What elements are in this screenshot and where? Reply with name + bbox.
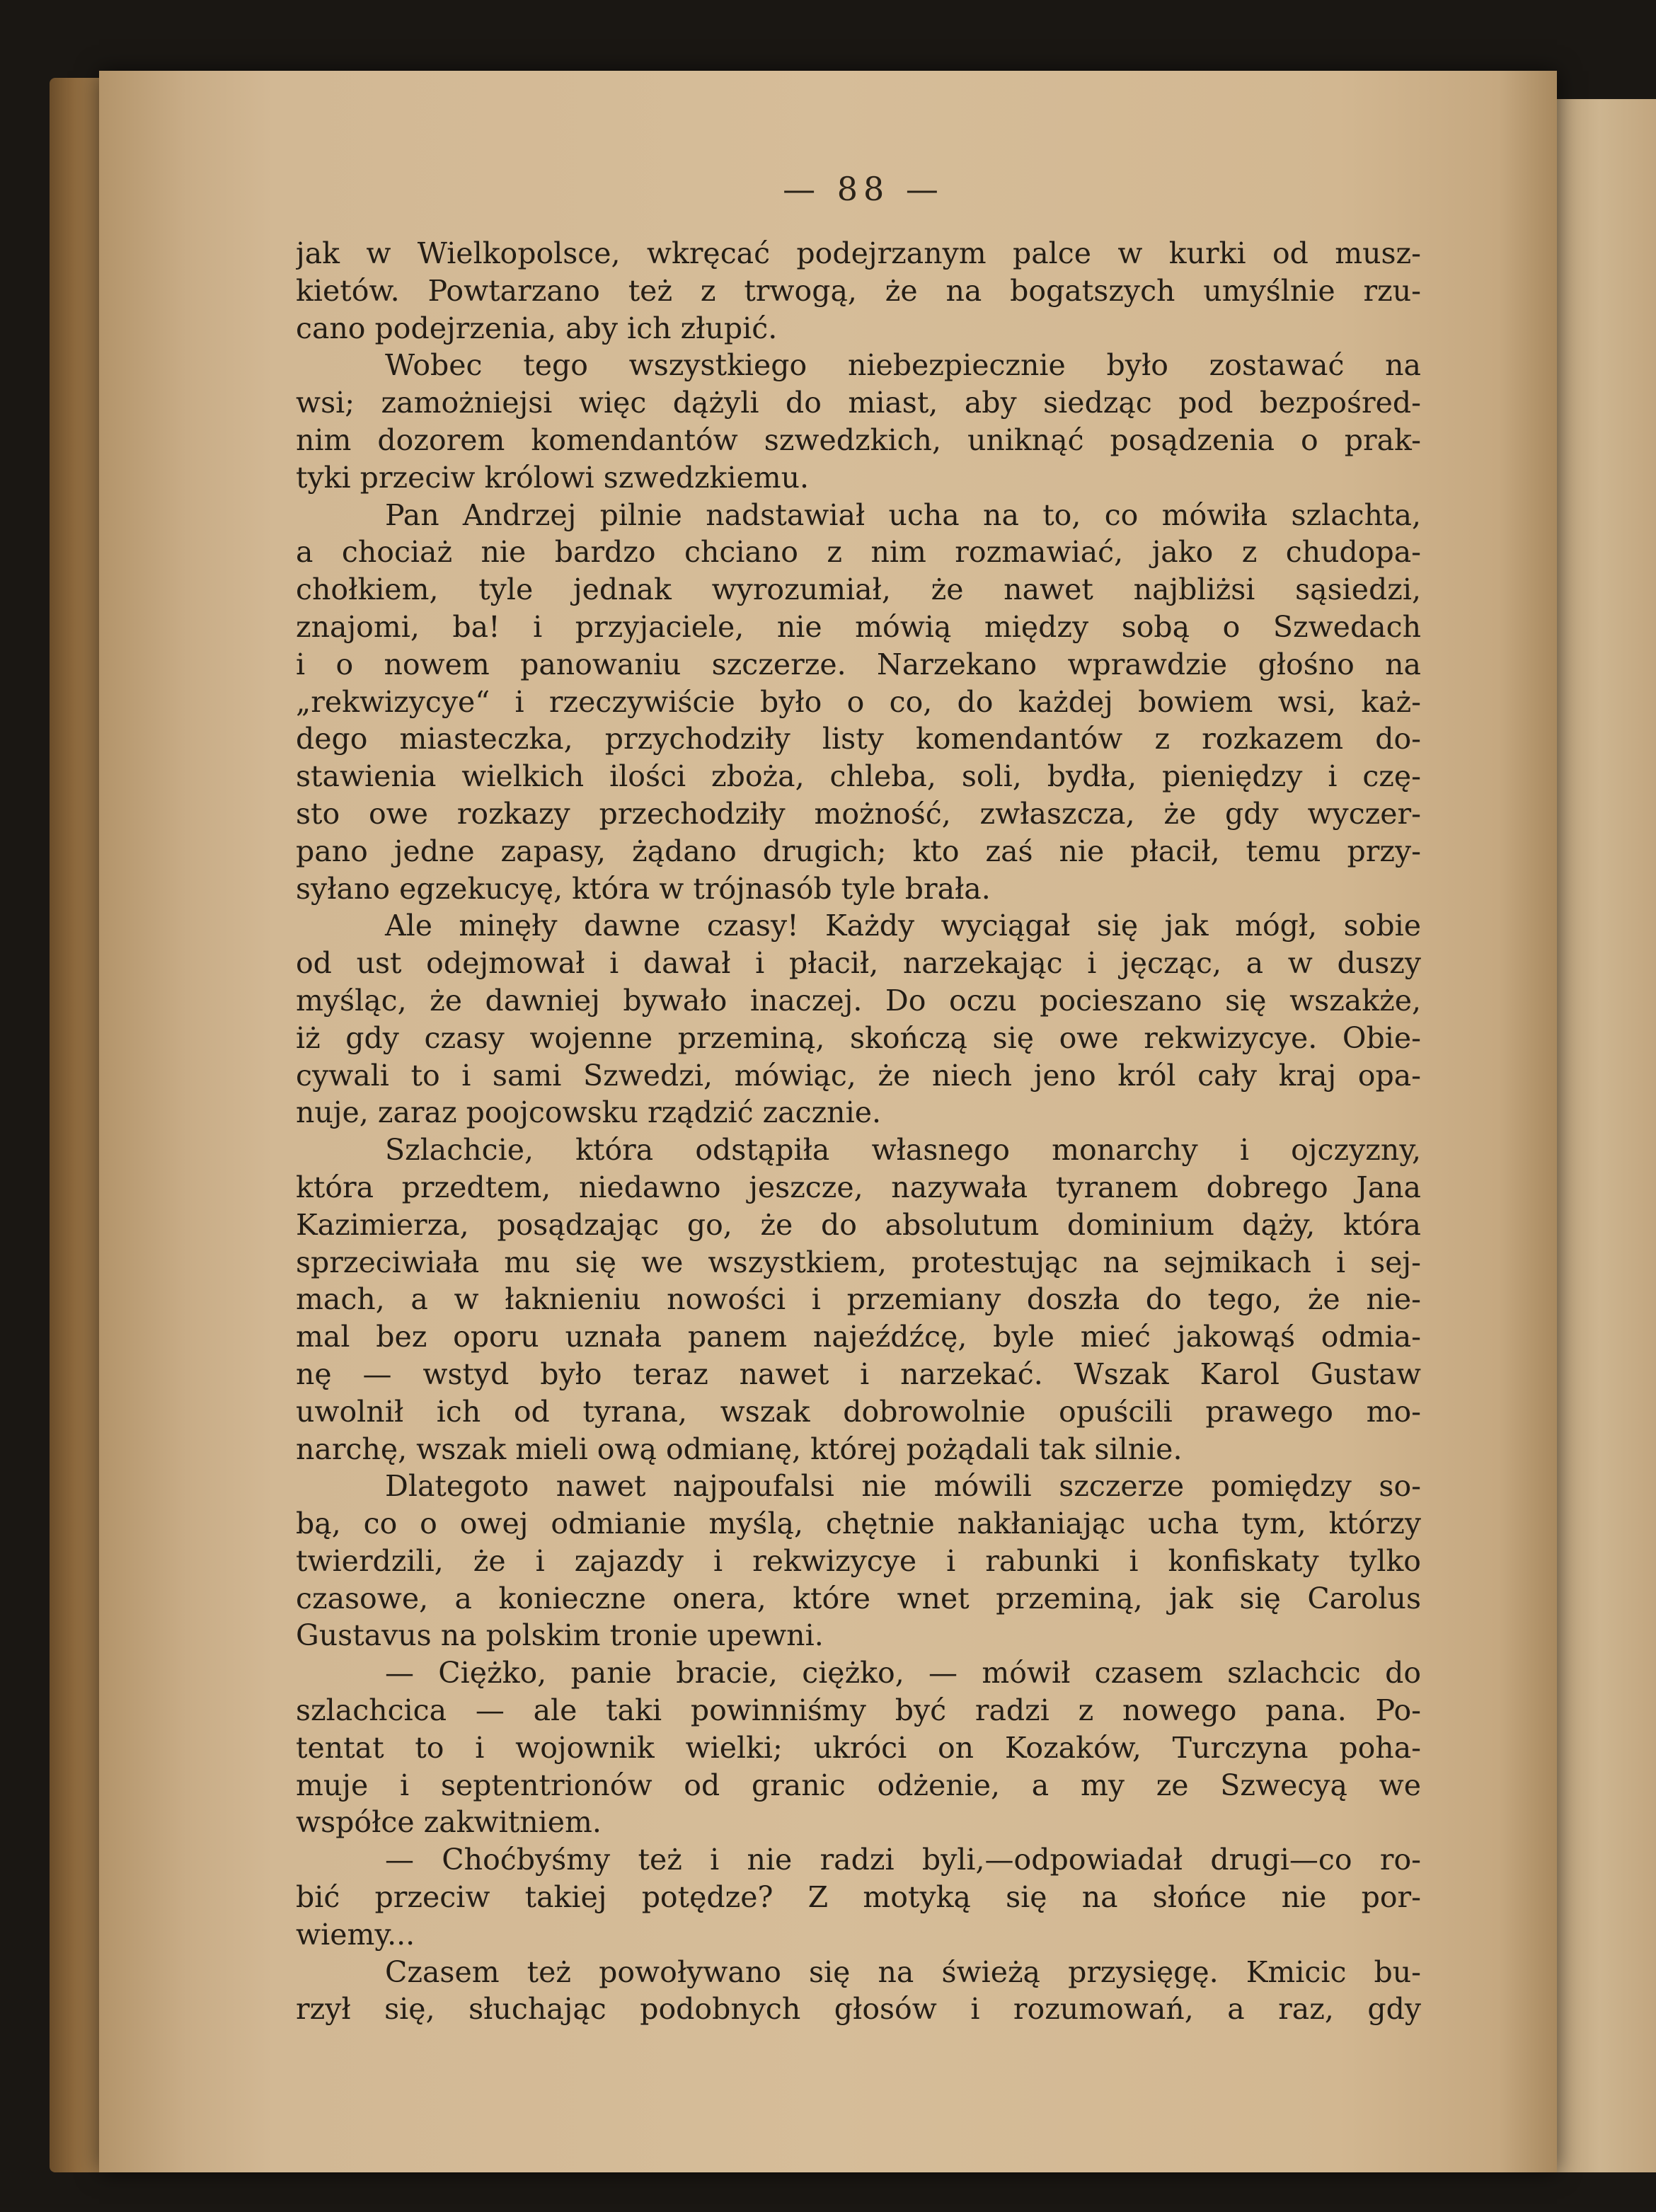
text-line: cywali to i sami Szwedzi, mówiąc, że niech jeno król cały kraj opa- <box>296 1058 1421 1093</box>
text-line: współce zakwitniem. <box>296 1805 602 1840</box>
text-line: chołkiem, tyle jednak wyrozumiał, że nawet najbliżsi sąsiedzi, <box>296 572 1421 607</box>
text-line: rzył się, słuchając podobnych głosów i rozumowań, a raz, gdy <box>296 1992 1421 2027</box>
text-line: bą, co o owej odmianie myślą, chętnie nakłaniając ucha tym, którzy <box>296 1507 1421 1541</box>
text-line: wiemy... <box>296 1917 415 1952</box>
text-line: i o nowem panowaniu szczerze. Narzekano wprawdzie głośno na <box>296 647 1421 681</box>
text-line: czasowe, a konieczne onera, które wnet przeminą, jak się Carolus <box>296 1581 1421 1615</box>
text-line: — Choćbyśmy też i nie radzi byli,—odpowiadał drugi—co ro- <box>385 1843 1421 1877</box>
text-line: sto owe rozkazy przechodziły możność, zwłaszcza, że gdy wyczer- <box>296 796 1421 831</box>
text-line: tyki przeciw królowi szwedzkiemu. <box>296 460 810 495</box>
text-line: Szlachcie, która odstąpiła własnego monarchy i ojczyzny, <box>385 1133 1421 1168</box>
text-line: kietów. Powtarzano też z trwogą, że na bogatszych umyślnie rzu- <box>296 273 1421 308</box>
text-line: Gustavus na polskim tronie upewni. <box>296 1618 824 1653</box>
text-line: mach, a w łaknieniu nowości i przemiany doszła do tego, że nie- <box>296 1282 1421 1317</box>
text-line: twierdzili, że i zajazdy i rekwizycye i rabunki i konfiskaty tylko <box>296 1543 1421 1578</box>
text-line: nim dozorem komendantów szwedzkich, uniknąć posądzenia o prak- <box>296 422 1421 457</box>
text-line: syłano egzekucyę, która w trójnasób tyle brała. <box>296 871 991 906</box>
text-line: „rekwizycye“ i rzeczywiście było o co, do każdej bowiem wsi, każ- <box>296 684 1421 719</box>
page-number: — 88 — <box>783 170 944 208</box>
text-line: Pan Andrzej pilnie nadstawiał ucha na to, co mówiła szlachta, <box>385 497 1421 532</box>
text-line: od ust odejmował i dawał i płacił, narzekając i jęcząc, a w duszy <box>296 946 1421 981</box>
text-line: myśląc, że dawniej bywało inaczej. Do oczu pocieszano się wszakże, <box>296 983 1421 1018</box>
text-line: uwolnił ich od tyrana, wszak dobrowolnie opuścili prawego mo- <box>296 1394 1421 1429</box>
text-line: znajomi, ba! i przyjaciele, nie mówią między sobą o Szwedach <box>296 609 1421 644</box>
text-line: cano podejrzenia, aby ich złupić. <box>296 311 778 345</box>
text-line: dego miasteczka, przychodziły listy komendantów z rozkazem do- <box>296 722 1421 756</box>
text-line: iż gdy czasy wojenne przeminą, skończą się owe rekwizycye. Obie- <box>296 1020 1421 1055</box>
text-line: wsi; zamożniejsi więc dążyli do miast, aby siedząc pod bezpośred- <box>296 386 1421 420</box>
text-line: muje i septentrionów od granic odżenie, a my ze Szwecyą we <box>296 1768 1421 1802</box>
text-line: tentat to i wojownik wielki; ukróci on Kozaków, Turczyna poha- <box>296 1730 1421 1765</box>
text-line: sprzeciwiała mu się we wszystkiem, protestując na sejmikach i sej- <box>296 1245 1421 1279</box>
text-line: — Ciężko, panie bracie, ciężko, — mówił czasem szlachcic do <box>385 1656 1421 1690</box>
text-line: Dlategoto nawet najpoufalsi nie mówili szczerze pomiędzy so- <box>385 1469 1421 1504</box>
text-line: a chociaż nie bardzo chciano z nim rozmawiać, jako z chudopa- <box>296 535 1421 570</box>
text-line: nuje, zaraz poojcowsku rządzić zacznie. <box>296 1095 881 1130</box>
text-line: szlachcica — ale taki powinniśmy być radzi z nowego pana. Po- <box>296 1693 1421 1728</box>
text-line: Czasem też powoływano się na świeżą przysięgę. Kmicic bu- <box>385 1954 1421 1989</box>
text-line: nę — wstyd było teraz nawet i narzekać. Wszak Karol Gustaw <box>296 1356 1421 1391</box>
text-line: która przedtem, niedawno jeszcze, nazywała tyranem dobrego Jana <box>296 1170 1421 1204</box>
text-line: mal bez oporu uznała panem najeźdźcę, byle mieć jakowąś odmia- <box>296 1320 1421 1354</box>
text-line: Wobec tego wszystkiego niebezpiecznie było zostawać na <box>385 348 1421 383</box>
text-line: jak w Wielkopolsce, wkręcać podejrzanym palce w kurki od musz- <box>296 236 1421 270</box>
body-text <box>296 235 1421 2028</box>
text-line: bić przeciw takiej potędze? Z motyką się na słońce nie por- <box>296 1880 1421 1915</box>
text-line: Ale minęły dawne czasy! Każdy wyciągał się jak mógł, sobie <box>385 909 1421 943</box>
text-line: stawienia wielkich ilości zboża, chleba, soli, bydła, pieniędzy i czę- <box>296 759 1421 794</box>
text-line: Kazimierza, posądzając go, że do absolutum dominium dąży, która <box>296 1207 1421 1242</box>
text-line: pano jedne zapasy, żądano drugich; kto zaś nie płacił, temu przy- <box>296 834 1421 868</box>
text-line: narchę, wszak mieli ową odmianę, której pożądali tak silnie. <box>296 1432 1183 1466</box>
